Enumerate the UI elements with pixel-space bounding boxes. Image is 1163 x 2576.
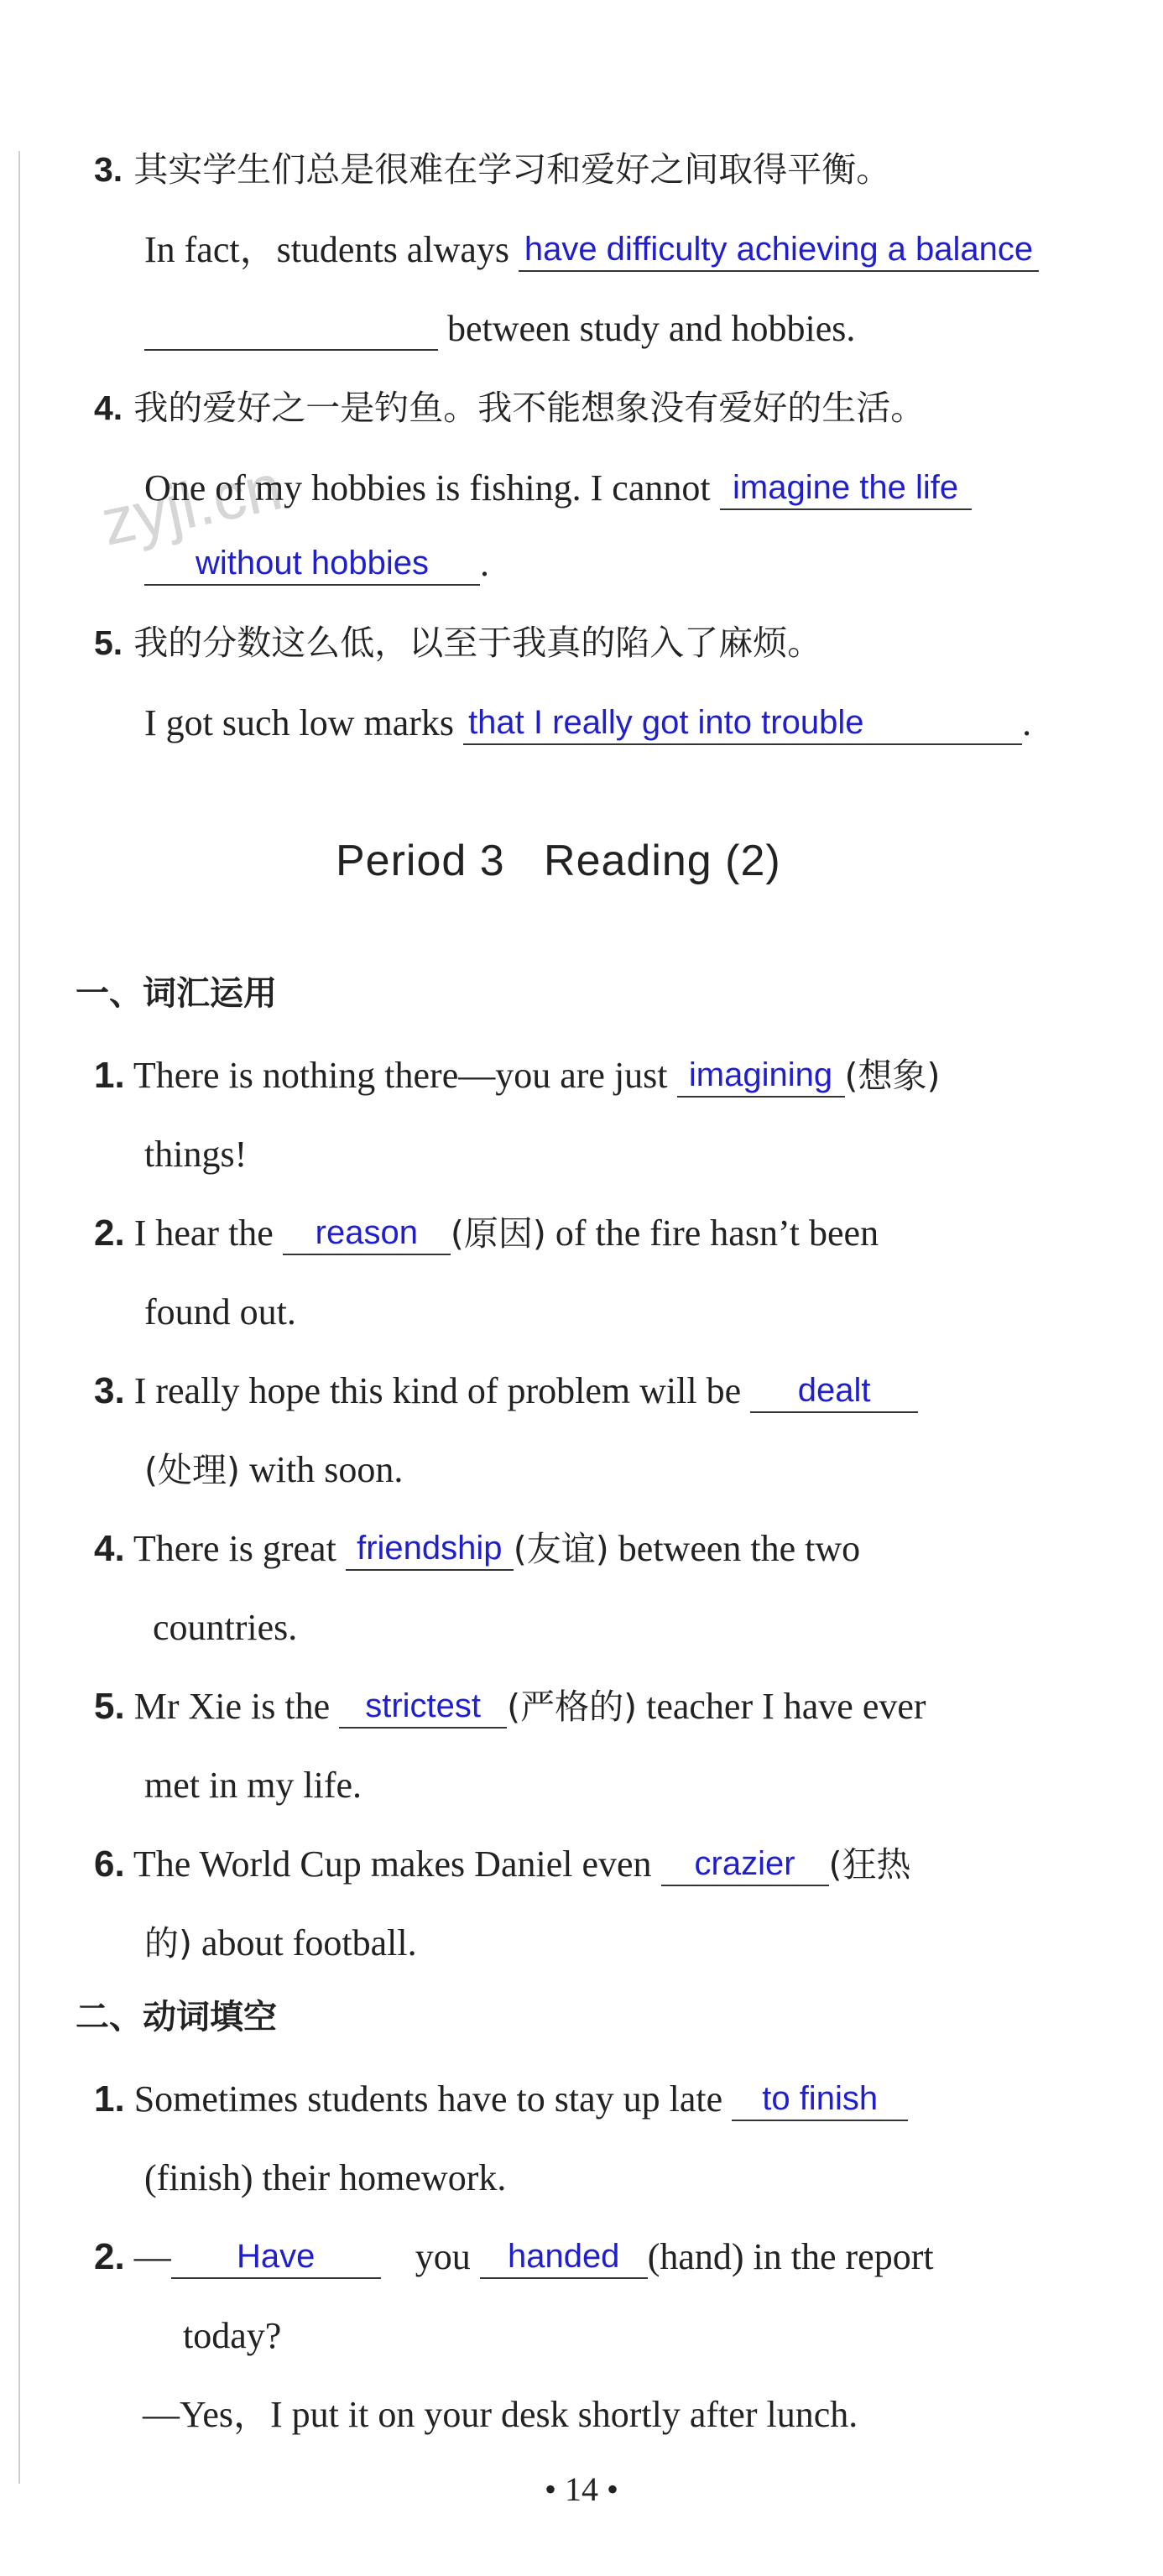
q3-number: 3.: [94, 150, 123, 189]
s2-item1-line1: 1. Sometimes students have to stay up late to finish: [94, 2078, 908, 2121]
s1-item2-answer[interactable]: reason: [283, 1212, 451, 1255]
s1-item1-answer[interactable]: imagining: [677, 1054, 845, 1098]
s2-item2-answer2[interactable]: handed: [480, 2235, 648, 2279]
s1-item6-line1: 6. The World Cup makes Daniel even crazier (狂热: [94, 1843, 911, 1885]
s1-item2-line1: 2. I hear the reason (原因) of the fire hasn’t been: [94, 1212, 879, 1254]
q3-english-line1: In fact，students always have difficulty achieving a balance: [144, 228, 1039, 272]
s1-item1-line1: 1. There is nothing there—you are just imagining (想象): [94, 1055, 941, 1096]
q5-number: 5.: [94, 623, 123, 662]
q4-answer-part2[interactable]: without hobbies: [144, 542, 480, 586]
q4-english-line1: One of my hobbies is fishing. I cannot imagine the life: [144, 467, 972, 510]
q3-answer[interactable]: have difficulty achieving a balance: [519, 228, 1039, 272]
s2-item2-line1: 2. — Have you handed (hand) in the report: [94, 2236, 934, 2277]
s1-item6-line2: 的) about football.: [144, 1922, 417, 1963]
s1-item4-line1: 4. There is great friendship (友谊) between the two: [94, 1528, 861, 1569]
s1-item4-answer[interactable]: friendship: [346, 1527, 514, 1571]
page-number: • 14 •: [544, 2470, 618, 2508]
q3-answer-blank: [144, 349, 438, 351]
q5-answer[interactable]: that I really got into trouble: [463, 701, 1022, 745]
period-title: Period 3 Reading (2): [336, 837, 781, 885]
section1-title: 一、词汇运用: [76, 974, 277, 1013]
page-edge-line: [18, 151, 20, 2484]
s2-item1-answer[interactable]: to finish: [732, 2078, 908, 2121]
watermark: zyjl.cn: [95, 449, 289, 560]
section2-title: 二、动词填空: [76, 1998, 277, 2036]
s1-item5-answer[interactable]: strictest: [339, 1685, 507, 1729]
q4-english-line2: without hobbies .: [144, 542, 489, 586]
s1-item5-line2: met in my life.: [144, 1765, 362, 1806]
q5-chinese: 5. 我的分数这么低，以至于我真的陷入了麻烦。: [94, 623, 822, 663]
s2-item2-line2: today?: [183, 2315, 282, 2356]
s1-item3-line1: 3. I really hope this kind of problem will be dealt: [94, 1369, 918, 1413]
s1-item4-line2: countries.: [153, 1607, 298, 1648]
s2-item2-reply: —Yes，I put it on your desk shortly after lunch.: [143, 2394, 858, 2435]
q3-chinese: 3. 其实学生们总是很难在学习和爱好之间取得平衡。: [94, 149, 891, 190]
s1-item1-line2: things!: [144, 1134, 248, 1175]
q3-english-line2: between study and hobbies.: [144, 307, 855, 351]
q4-number: 4.: [94, 388, 123, 427]
q5-english: I got such low marks that I really got into trouble .: [144, 702, 1032, 743]
s1-item5-line1: 5. Mr Xie is the strictest (严格的) teacher I have ever: [94, 1686, 926, 1727]
s1-item3-answer[interactable]: dealt: [750, 1369, 918, 1413]
s1-item2-line2: found out.: [144, 1291, 296, 1332]
s2-item1-line2: (finish) their homework.: [144, 2157, 507, 2198]
q4-chinese: 4. 我的爱好之一是钓鱼。我不能想象没有爱好的生活。: [94, 388, 926, 428]
s1-item3-line2: (处理) with soon.: [144, 1449, 404, 1490]
s2-item2-answer1[interactable]: Have: [171, 2235, 381, 2279]
q4-answer-part1[interactable]: imagine the life: [720, 467, 972, 510]
s1-item6-answer[interactable]: crazier: [661, 1843, 829, 1886]
